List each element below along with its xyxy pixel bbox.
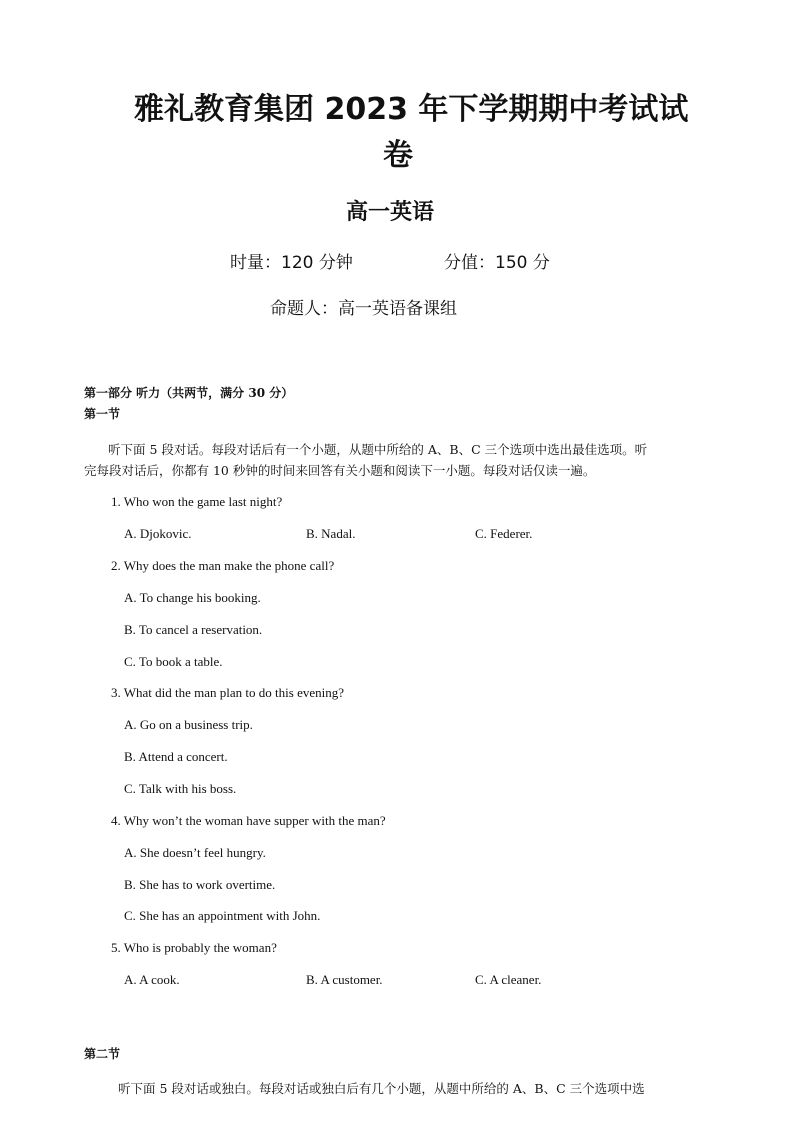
answer-option: B. Attend a concert. [124, 749, 228, 764]
answer-option: C. She has an appointment with John. [124, 908, 321, 923]
section1-heading: 第一节 [84, 407, 121, 421]
question-stem: 5. Who is probably the woman? [111, 940, 277, 955]
answer-option: B. Nadal. [306, 526, 356, 541]
answer-option: A. A cook. [124, 972, 180, 987]
exam-score: 分值：150 分 [444, 253, 550, 273]
instructions-line1: 听下面 5 段对话。每段对话后有一个小题，从题中所给的 A、B、C 三个选项中选出最佳选项。听 [108, 442, 648, 457]
part1-heading: 第一部分 听力（共两节，满分 30 分） [84, 386, 294, 400]
answer-option: B. She has to work overtime. [124, 877, 276, 892]
answer-option: C. Talk with his boss. [124, 781, 237, 796]
answer-option: C. To book a table. [124, 654, 223, 669]
answer-option: C. A cleaner. [475, 972, 542, 987]
answer-option: A. She doesn’t feel hungry. [124, 845, 266, 860]
question-stem: 3. What did the man plan to do this evening? [111, 685, 344, 700]
answer-option: B. A customer. [306, 972, 383, 987]
instructions-line2: 完每段对话后，你都有 10 秒钟的时间来回答有关小题和阅读下一小题。每段对话仅读一遍。 [84, 463, 596, 478]
exam-title-line2: 卷 [383, 138, 413, 173]
question-stem: 4. Why won’t the woman have supper with the man? [111, 813, 386, 828]
answer-option: A. To change his booking. [124, 590, 261, 605]
section2-heading: 第二节 [84, 1047, 121, 1061]
section2-instructions: 听下面 5 段对话或独白。每段对话或独白后有几个小题，从题中所给的 A、B、C 三个选项中选 [118, 1081, 645, 1096]
answer-option: B. To cancel a reservation. [124, 622, 263, 637]
question-stem: 1. Who won the game last night? [111, 494, 283, 509]
exam-subject: 高一英语 [346, 200, 435, 225]
answer-option: A. Go on a business trip. [124, 717, 253, 732]
exam-author: 命题人：高一英语备课组 [270, 299, 457, 319]
answer-option: A. Djokovic. [124, 526, 192, 541]
question-stem: 2. Why does the man make the phone call? [111, 558, 335, 573]
exam-time: 时量：120 分钟 [230, 253, 353, 273]
answer-option: C. Federer. [475, 526, 533, 541]
exam-title-line1: 雅礼教育集团 2023 年下学期期中考试试 [134, 92, 689, 127]
